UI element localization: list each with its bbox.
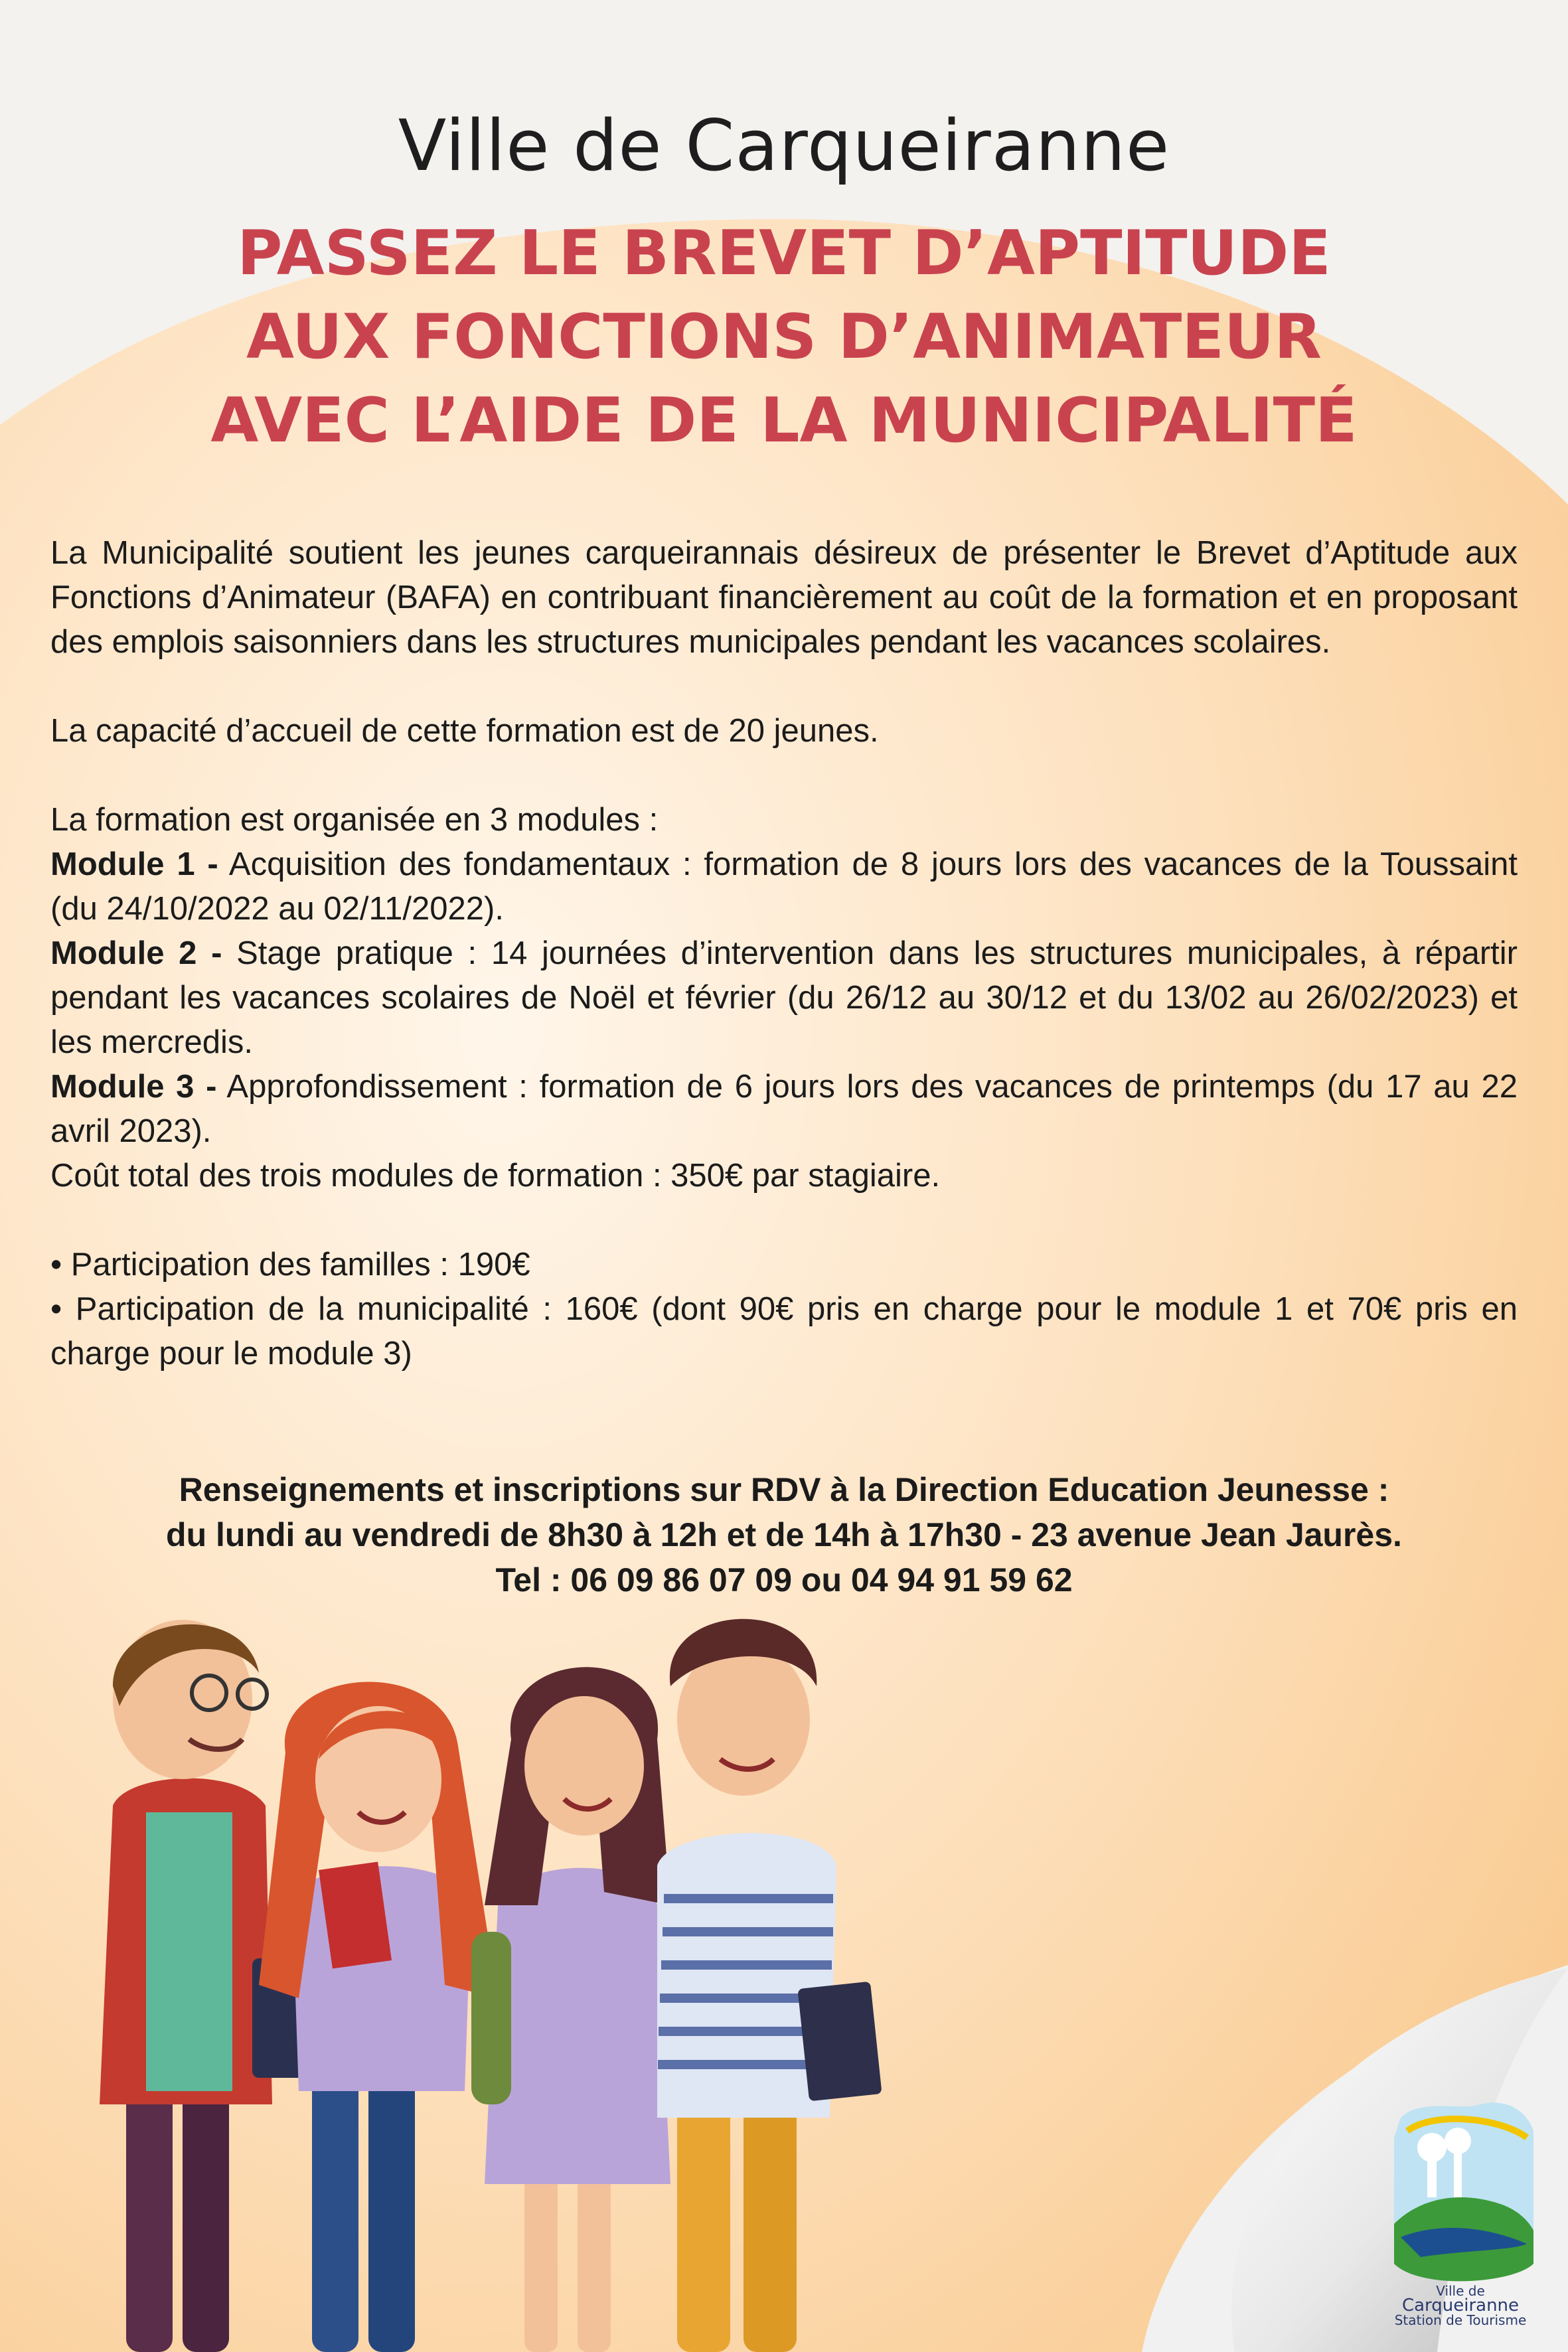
headline-line: PASSEZ LE BREVET D’APTITUDE — [237, 217, 1331, 289]
logo-line: Station de Tourisme — [1394, 2312, 1527, 2328]
headline-line: AVEC L’AIDE DE LA MUNICIPALITÉ — [210, 384, 1358, 456]
capacity-paragraph: La capacité d’accueil de cette formation est de 20 jeunes. — [50, 713, 879, 749]
logo-line: Carqueiranne — [1401, 2296, 1520, 2315]
logo-line: Ville de — [1436, 2283, 1485, 2299]
module-text: Acquisition des fondamentaux : formation de 8 jours lors des vacances de la Toussaint (du 24/10/2022 au 02/11/2022). — [50, 846, 1518, 927]
contact-line: Renseignements et inscriptions sur RDV à la Direction Education Jeunesse : — [179, 1471, 1389, 1508]
body-text — [50, 531, 1518, 1376]
total-cost: Coût total des trois modules de formation : 350€ par stagiaire. — [50, 1158, 941, 1194]
headline-line: AUX FONCTIONS D’ANIMATEUR — [246, 301, 1322, 372]
module-2 — [50, 931, 1518, 1065]
module-3 — [50, 1065, 1518, 1154]
intro-paragraph: La Municipalité soutient les jeunes carqueirannais désireux de présenter le Brevet d’Aptitude aux Fonctions d’Animateur (BAFA) en contribuant financièrement au coût de la formation et en proposant des emplois saisonniers dans les structures municipales pendant les vacances scolaires. — [50, 535, 1518, 660]
module-text: Stage pratique : 14 journées d’intervention dans les structures municipales, à répartir pendant les vacances scolaires de Noël et février (du 26/12 au 30/12 et du 13/02 au 26/02/2023) et les mercredis. — [50, 935, 1518, 1060]
module-1 — [50, 842, 1518, 931]
headline — [0, 211, 1568, 462]
contact-phone: Tel : 06 09 86 07 09 ou 04 94 91 59 62 — [495, 1561, 1073, 1599]
student-boy-striped — [657, 1619, 882, 2352]
module-label: Module 1 - — [50, 846, 218, 882]
logo-caption — [1374, 2284, 1547, 2327]
participation-families: • Participation des familles : 190€ — [50, 1247, 530, 1283]
contact-info — [0, 1467, 1568, 1603]
student-girl-darkhair — [471, 1667, 670, 2352]
students-illustration — [73, 1587, 923, 2352]
contact-line: du lundi au vendredi de 8h30 à 12h et de 14h à 17h30 - 23 avenue Jean Jaurès. — [166, 1516, 1402, 1553]
town-title: Ville de Carqueiranne — [398, 105, 1170, 187]
module-label: Module 3 - — [50, 1069, 217, 1105]
modules-intro: La formation est organisée en 3 modules : — [50, 802, 659, 838]
participation-municipality: • Participation de la municipalité : 160€ (dont 90€ pris en charge pour le module 1 et 70€ pris en charge pour le module 3) — [50, 1291, 1518, 1372]
module-label: Module 2 - — [50, 935, 222, 971]
module-text: Approfondissement : formation de 6 jours lors des vacances de printemps (du 17 au 22 avril 2023). — [50, 1069, 1518, 1149]
